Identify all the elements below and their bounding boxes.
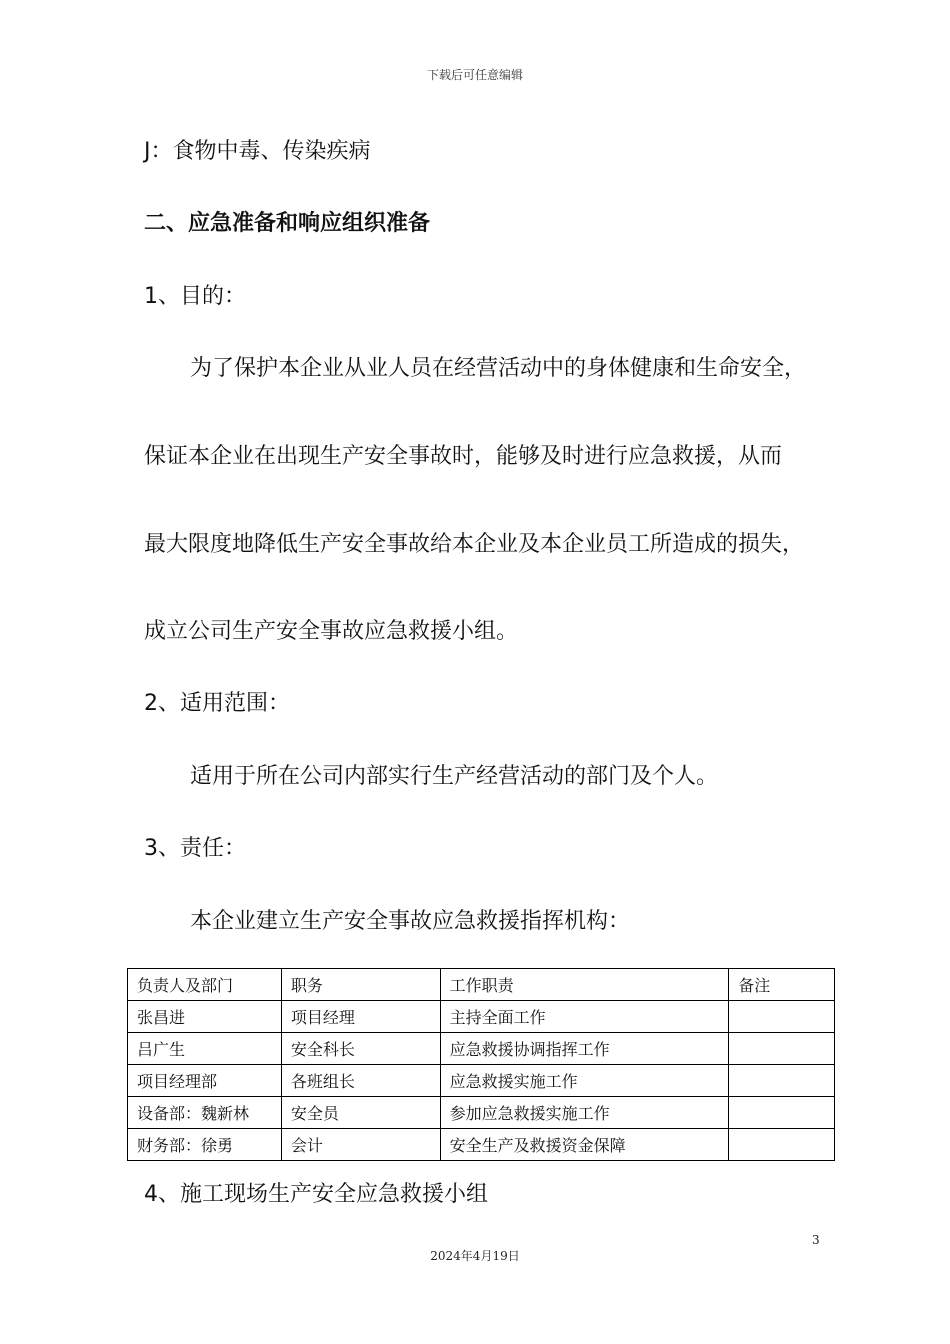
table-cell: 参加应急救援实施工作 bbox=[440, 1097, 729, 1129]
table-cell: 安全员 bbox=[281, 1097, 440, 1129]
table-header-row bbox=[128, 969, 835, 1001]
table-cell: 应急救援实施工作 bbox=[440, 1065, 729, 1097]
table-cell: 各班组长 bbox=[281, 1065, 440, 1097]
emergency-command-table bbox=[127, 968, 835, 1161]
table-cell bbox=[729, 1097, 835, 1129]
table-cell: 财务部：徐勇 bbox=[128, 1129, 282, 1161]
purpose-line-2: 保证本企业在出现生产安全事故时，能够及时进行应急救援，从而 bbox=[144, 444, 783, 469]
table-row bbox=[128, 1033, 835, 1065]
responsibility-heading: 3、责任： bbox=[144, 836, 246, 861]
purpose-line-4: 成立公司生产安全事故应急救援小组。 bbox=[144, 619, 519, 644]
table-cell bbox=[729, 1065, 835, 1097]
responsibility-text: 本企业建立生产安全事故应急救援指挥机构： bbox=[190, 909, 631, 934]
purpose-heading: 1、目的： bbox=[144, 284, 246, 309]
purpose-line-1: 为了保护本企业从业人员在经营活动中的身体健康和生命安全， bbox=[190, 356, 807, 381]
table-row bbox=[128, 1097, 835, 1129]
table-header-cell: 职务 bbox=[281, 969, 440, 1001]
table-row bbox=[128, 1129, 835, 1161]
table-header-cell: 备注 bbox=[729, 969, 835, 1001]
section-4-heading: 4、施工现场生产安全应急救援小组 bbox=[144, 1182, 488, 1207]
table-cell: 会计 bbox=[281, 1129, 440, 1161]
table-row bbox=[128, 1065, 835, 1097]
table-cell: 吕广生 bbox=[128, 1033, 282, 1065]
table-cell: 安全科长 bbox=[281, 1033, 440, 1065]
scope-heading: 2、适用范围： bbox=[144, 691, 290, 716]
hazard-item-j: J：食物中毒、传染疾病 bbox=[144, 139, 371, 164]
table-cell: 设备部：魏新林 bbox=[128, 1097, 282, 1129]
table-header-cell: 工作职责 bbox=[440, 969, 729, 1001]
section-2-heading: 二、应急准备和响应组织准备 bbox=[144, 211, 431, 236]
table-cell: 安全生产及救援资金保障 bbox=[440, 1129, 729, 1161]
purpose-line-3: 最大限度地降低生产安全事故给本企业及本企业员工所造成的损失， bbox=[144, 532, 805, 557]
page-header: 下载后可任意编辑 bbox=[426, 68, 523, 82]
table-cell: 项目经理 bbox=[281, 1001, 440, 1033]
table-cell bbox=[729, 1033, 835, 1065]
table-cell: 应急救援协调指挥工作 bbox=[440, 1033, 729, 1065]
scope-text: 适用于所在公司内部实行生产经营活动的部门及个人。 bbox=[190, 764, 719, 789]
footer-date: 2024年4月19日 bbox=[430, 1249, 520, 1263]
table-cell bbox=[729, 1129, 835, 1161]
table-cell: 张昌进 bbox=[128, 1001, 282, 1033]
page-number: 3 bbox=[812, 1233, 820, 1247]
table-cell bbox=[729, 1001, 835, 1033]
table-header-cell: 负责人及部门 bbox=[128, 969, 282, 1001]
table-cell: 主持全面工作 bbox=[440, 1001, 729, 1033]
table-row bbox=[128, 1001, 835, 1033]
table-cell: 项目经理部 bbox=[128, 1065, 282, 1097]
